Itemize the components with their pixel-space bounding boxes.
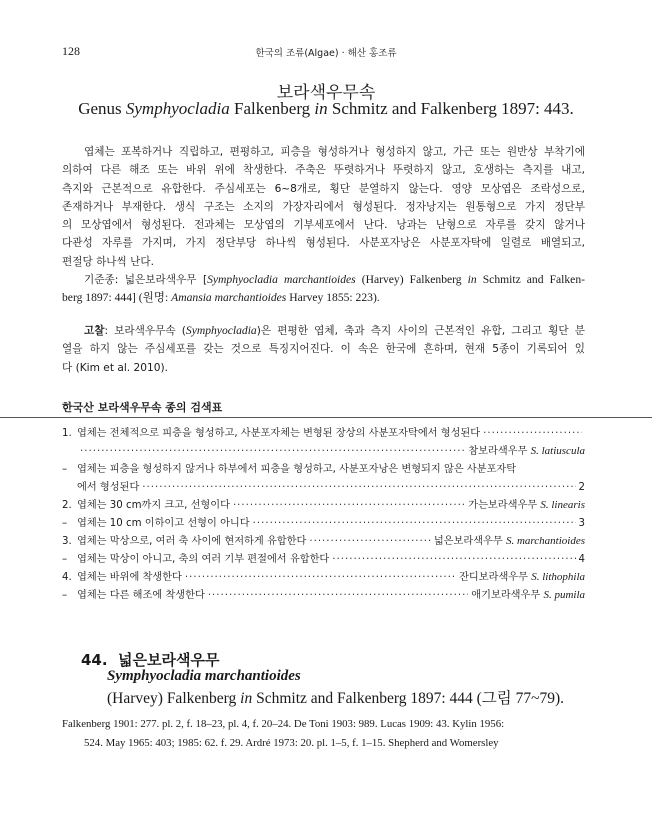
genus-title-latin: Genus Symphyocladia Falkenberg in Schmitz and Falkenberg 1897: 443. bbox=[78, 99, 574, 118]
genus-title-korean: 보라색우무속 bbox=[276, 83, 376, 103]
species-authority: (Harvey) Falkenberg in Schmitz and Falkenberg 1897: 444 (그림 77~79). bbox=[107, 690, 565, 707]
remarks-line: 고찰: 보라색우무속 (Symphyocladia)은 편평한 엽체, 축과 측지 사이의 근본적인 유합, 그리고 횡단 분 bbox=[84, 324, 585, 337]
key-row: – 엽체는 10 cm 이하이고 선형이 아니다 ····· 3 bbox=[62, 514, 585, 531]
references bbox=[62, 715, 585, 753]
leader-dots bbox=[332, 554, 575, 565]
key-row: 2. 엽체는 30 cm까지 크고, 선형이다 ····· 가는보라색우무 S. linearis bbox=[62, 496, 585, 513]
key-divider bbox=[0, 417, 652, 418]
remarks-line: 다 (Kim et al. 2010). bbox=[62, 361, 168, 374]
remarks-line: 열을 하지 않는 주심세포를 갖는 것으로 특징지어진다. 이 속은 한국에 흔하며, 현재 5종이 기록되어 있 bbox=[62, 343, 585, 356]
species-heading: 44. 넓은보라색우무 bbox=[81, 651, 220, 669]
description-line: 존재하거나 부재한다. 생식 구조는 소지의 가장자리에서 형성된다. 정자낭지는 원통형으로 가지 정단부 bbox=[62, 200, 585, 213]
leader-dots bbox=[142, 482, 575, 493]
leader-dots bbox=[233, 500, 465, 511]
key-row: ····· 참보라색우무 S. latiuscula bbox=[62, 442, 585, 459]
description-line: 다관성 자루를 가지며, 가지 정단부당 하나씩 형성된다. 사분포자낭은 사분포자탁에 일렬로 배열되고, bbox=[62, 237, 585, 250]
description-line: 측지와 근본적으로 유합한다. 주심세포는 6~8개로, 횡단 분열하지 않는다. 영양 모상엽은 조락성으로, bbox=[62, 182, 585, 195]
leader-dots bbox=[208, 590, 468, 601]
type-species-line-2: berg 1897: 444] (원명: Amansia marchantioides Harvey 1855: 223). bbox=[62, 291, 380, 305]
leader-dots bbox=[80, 446, 465, 457]
type-species-line: 기준종: 넓은보라색우무 [Symphyocladia marchantioides (Harvey) Falkenberg in Schmitz and Falken- bbox=[84, 273, 585, 287]
description-line: 의 모상엽에서 형성된다. 전과체는 모상엽의 기부세포에서 난다. 낭과는 난형으로 자루를 갖지 않거나 bbox=[62, 219, 585, 232]
running-title: 한국의 조류(Algae) · 해산 홍조류 bbox=[255, 48, 397, 59]
remarks-label: 고찰 bbox=[84, 325, 105, 337]
leader-dots bbox=[253, 518, 576, 529]
leader-dots bbox=[309, 536, 430, 547]
key-row: 에서 형성된다 ····· 2 bbox=[62, 478, 585, 495]
reference-line: Falkenberg 1901: 277. pl. 2, f. 18–23, pl. 4, f. 20–24. De Toni 1903: 989. Lucas 1909: 43. Kylin 1956: bbox=[62, 718, 505, 730]
key-row: 1. 엽체는 전체적으로 피층을 형성하고, 사분포자체는 변형된 장상의 사분포자탁에서 형성된다 ····· bbox=[62, 424, 585, 441]
leader-dots bbox=[483, 428, 582, 439]
key-row: 4. 엽체는 바위에 착생한다 ····· 잔디보라색우무 S. lithophila bbox=[62, 568, 585, 585]
species-latin-name: Symphyocladia marchantioides bbox=[107, 668, 301, 684]
key-row: – 엽체는 피층을 형성하지 않거나 하부에서 피층을 형성하고, 사분포자낭은 변형되지 않은 사분포자탁 bbox=[62, 464, 517, 475]
description-line: 의하여 다른 해조 또는 바위 위에 착생한다. 주축은 뚜렷하거나 뚜렷하지 않고, 호생하는 측지를 내고, bbox=[62, 164, 585, 177]
reference-line: 524. May 1965: 403; 1985: 62. f. 29. Ardré 1973: 20. pl. 1–5, f. 1–15. Shepherd and Womersley bbox=[84, 737, 499, 749]
leader-dots bbox=[185, 572, 456, 583]
genus-description bbox=[62, 143, 585, 308]
key-row: 3. 엽체는 막상으로, 여러 축 사이에 현저하게 유합한다 ····· 넓은보라색우무 S. marchantioides bbox=[62, 532, 585, 549]
key-row: – 엽체는 막상이 아니고, 축의 여러 기부 편절에서 유합한다 ····· 4 bbox=[62, 550, 585, 567]
description-line: 편절당 하나씩 난다. bbox=[62, 255, 154, 268]
description-line: 엽체는 포복하거나 직립하고, 편평하고, 피층을 형성하거나 형성하지 않고, 가근 또는 원반상 부착기에 bbox=[84, 146, 585, 158]
remarks bbox=[62, 322, 585, 377]
key-row: – 엽체는 다른 해조에 착생한다 ····· 애기보라색우무 S. pumila bbox=[62, 586, 585, 603]
page-number: 128 bbox=[62, 44, 80, 58]
key-title: 한국산 보라색우무속 종의 검색표 bbox=[62, 401, 223, 414]
